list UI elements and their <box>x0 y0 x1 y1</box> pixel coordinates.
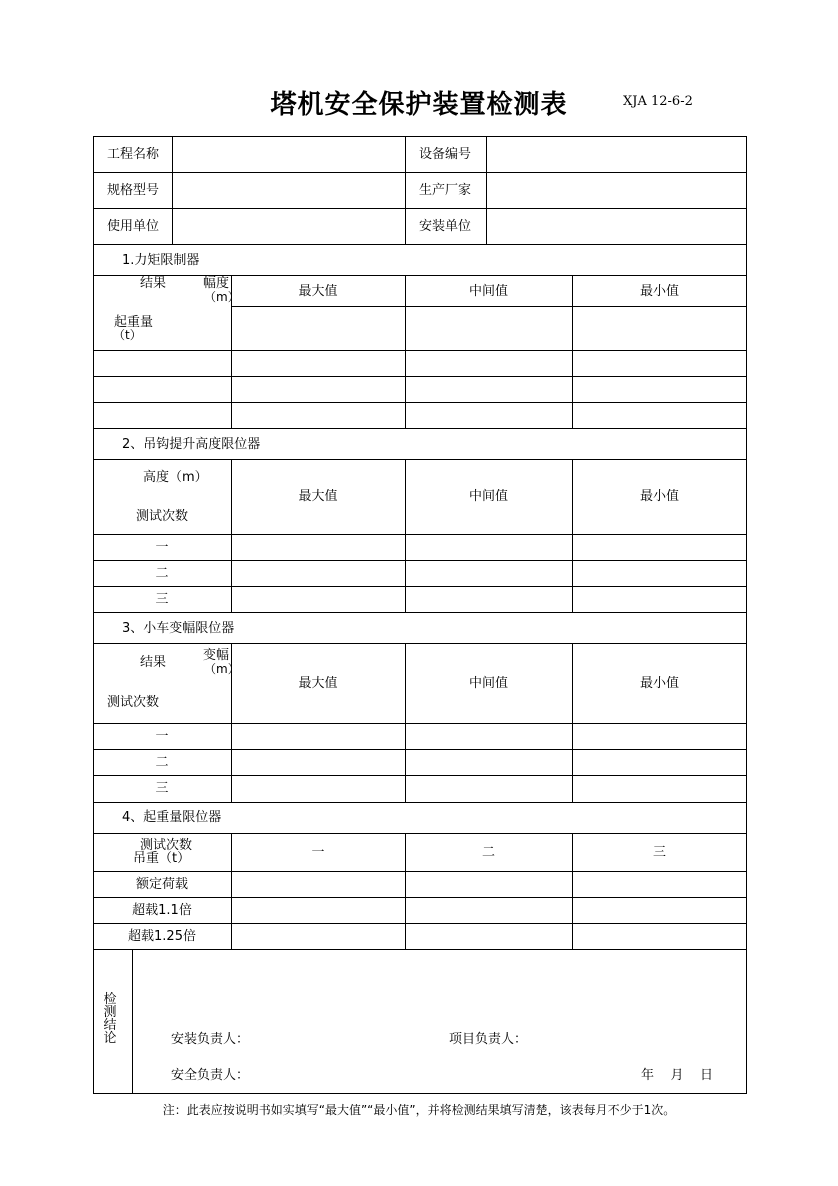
date-label: 年 月 日 <box>641 1068 714 1083</box>
sec4-row-overload-1-1: 超载1.1倍 <box>132 903 192 918</box>
sec2-tests-label: 测试次数 <box>136 509 189 524</box>
sec1-result-label: 结果 <box>140 276 167 291</box>
form-code: XJA 12-6-2 <box>623 94 693 109</box>
section1-title: 1.力矩限制器 <box>122 253 200 268</box>
sec3-amp-label: 变幅 <box>203 648 230 663</box>
safety-person-label: 安全负责人： <box>171 1068 250 1083</box>
sec3-tests-label: 测试次数 <box>107 695 160 710</box>
sec2-row-2-label: 二 <box>155 566 169 581</box>
sec1-amp-unit: （m） <box>204 290 240 304</box>
sec2-row-3-label: 三 <box>155 592 169 607</box>
install-person-label: 安装负责人： <box>171 1032 250 1047</box>
sec2-mid-header: 中间值 <box>468 489 508 504</box>
sec2-max-header: 最大值 <box>298 489 338 504</box>
sec3-row-1-label: 一 <box>155 729 169 744</box>
sec1-min-header: 最小值 <box>639 284 679 299</box>
sec1-lift-weight-label: 起重量 <box>114 315 154 330</box>
page-title: 塔机安全保护装置检测表 <box>270 90 568 120</box>
sec1-amp-label: 幅度 <box>203 276 230 291</box>
sec4-col-3-header: 三 <box>652 845 666 860</box>
sec4-col-1-header: 一 <box>311 845 325 860</box>
sec4-tests-label: 测试次数 <box>140 838 193 853</box>
sec2-height-label: 高度（m） <box>143 470 208 485</box>
sec3-row-2-label: 二 <box>155 755 169 770</box>
install-unit-label: 安装单位 <box>419 219 472 234</box>
section3-title: 3、小车变幅限位器 <box>122 621 235 636</box>
sec3-row-3-label: 三 <box>155 781 169 796</box>
sec4-weight-label: 吊重（t） <box>133 851 191 866</box>
sec4-col-2-header: 二 <box>481 845 495 860</box>
sec4-row-overload-1-25: 超载1.25倍 <box>128 929 196 944</box>
sec1-mid-header: 中间值 <box>468 284 508 299</box>
sec3-result-label: 结果 <box>140 655 167 670</box>
sec1-max-header: 最大值 <box>298 284 338 299</box>
model-label: 规格型号 <box>107 183 160 198</box>
sec3-max-header: 最大值 <box>298 676 338 691</box>
inspection-form-table <box>93 136 747 1094</box>
device-no-label: 设备编号 <box>419 147 472 162</box>
sec3-mid-header: 中间值 <box>468 676 508 691</box>
maker-label: 生产厂家 <box>419 183 472 198</box>
footnote: 注：此表应按说明书如实填写“最大值”“最小值”，并将检测结果填写清楚，该表每月不少于1次。 <box>162 1103 676 1117</box>
sec3-amp-unit: （m） <box>204 662 240 676</box>
section4-title: 4、起重量限位器 <box>122 810 222 825</box>
sec4-row-rated-load: 额定荷载 <box>135 877 188 892</box>
sec2-row-1-label: 一 <box>155 540 169 555</box>
sec3-min-header: 最小值 <box>639 676 679 691</box>
project-person-label: 项目负责人： <box>449 1032 528 1047</box>
section2-title: 2、吊钩提升高度限位器 <box>122 437 261 452</box>
project-name-label: 工程名称 <box>107 147 160 162</box>
conclusion-label: 检测结论 <box>103 992 117 1046</box>
sec2-min-header: 最小值 <box>639 489 679 504</box>
sec1-lift-unit: （t） <box>113 328 142 342</box>
user-unit-label: 使用单位 <box>107 219 160 234</box>
